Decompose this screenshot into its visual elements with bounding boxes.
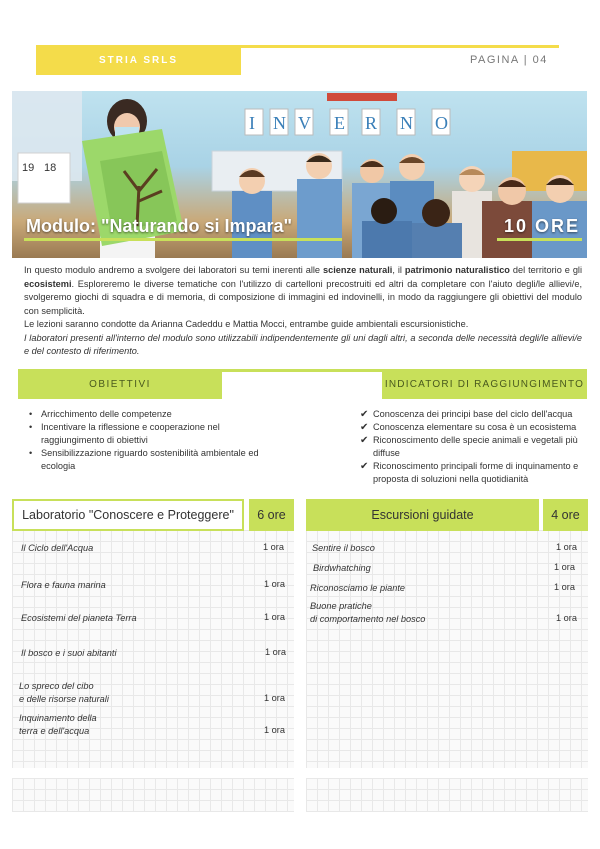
- lab-title: [12, 499, 244, 531]
- module-hours: 10 ORE: [504, 216, 581, 236]
- brand-box: [36, 45, 241, 75]
- row-hours: 1 ora: [265, 647, 286, 657]
- row-name-line: Inquinamento della: [19, 713, 97, 723]
- lab-grid-footer: [12, 778, 294, 812]
- objectives-header: [18, 369, 222, 399]
- calendar-number-1: 19: [22, 162, 35, 174]
- table-row: [19, 680, 109, 705]
- page-number: PAGINA | 04: [470, 54, 548, 66]
- objectives-title: OBIETTIVI: [89, 378, 151, 390]
- excursions-title: [306, 499, 539, 531]
- excursions-grid-footer: [306, 778, 588, 812]
- list-item: • Arricchimento delle competenze: [28, 408, 268, 421]
- table-row: Il bosco e i suoi abitanti: [21, 648, 117, 658]
- row-hours: 1 ora: [554, 582, 575, 592]
- row-name-line: Lo spreco del cibo: [19, 681, 94, 691]
- intro-paragraph-1: In questo modulo andremo a svolgere dei laboratori su temi inerenti alle scienze naturali, il patrimonio naturalistico del territorio e gli ecosistemi. Esploreremo le diverse tematiche con l'utilizzo di cartelloni precostruiti ed altri da completare con l'aiuto degli/le allievi/e, svolgeremo giochi di squadra e di memoria, di composizione di immagini ed indovinelli, in modo da raggiungere gli obiettivi del modulo con semplicità.: [24, 265, 583, 316]
- brand-name: STRIA SRLS: [98, 54, 179, 66]
- row-name-line: Buone pratiche: [310, 601, 372, 611]
- list-item: ✔ Conoscenza elementare su cosa è un ecosistema: [360, 422, 577, 433]
- calendar: [18, 153, 70, 203]
- check-icon: ✔: [360, 422, 369, 433]
- lab-hours: [249, 499, 294, 531]
- row-hours: 1 ora: [264, 579, 285, 589]
- objectives-divider: [222, 369, 382, 372]
- list-item: • Sensibilizzazione riguardo sostenibilità ambientale ed ecologia: [28, 447, 268, 473]
- module-title-underline: [24, 238, 342, 241]
- row-hours: 1 ora: [554, 562, 575, 572]
- row-name-line: e delle risorse naturali: [19, 693, 109, 704]
- indicators-title: INDICATORI DI RAGGIUNGIMENTO: [384, 378, 585, 390]
- wall-letter: R: [365, 113, 378, 133]
- excursions-hours-text: 4 ore: [551, 508, 580, 522]
- intro-text: [24, 264, 582, 359]
- table-row: Il Ciclo dell'Acqua: [21, 543, 94, 553]
- intro-paragraph-2: Le lezioni saranno condotte da Arianna Cadeddu e Mattia Mocci, entrambe guide ambientali escursionistiche.: [24, 319, 469, 329]
- table-row: Sentire il bosco: [312, 543, 375, 553]
- intro-paragraph-3: I laboratori presenti all'interno del modulo sono utilizzabili indipendentemente gli uni dagli altri, a seconda delle necessità degli/le allievi/e e del contesto di riferimento.: [24, 332, 582, 356]
- row-hours: 1 ora: [264, 612, 285, 622]
- wall-letter: I: [249, 113, 255, 133]
- wall-letter: V: [298, 113, 311, 133]
- list-item: • Incentivare la riflessione e cooperazione nel raggiungimento di obiettivi: [28, 421, 268, 447]
- row-name-line: terra e dell'acqua: [19, 725, 90, 736]
- wall-letter: O: [435, 113, 448, 133]
- module-title: Modulo: "Naturando si Impara": [26, 216, 293, 236]
- table-row: Riconosciamo le piante: [310, 583, 405, 593]
- calendar-number-2: 18: [44, 162, 57, 174]
- wall-letter: E: [334, 113, 345, 133]
- table-row: Flora e fauna marina: [21, 580, 106, 590]
- excursions-hours: [543, 499, 588, 531]
- check-icon: ✔: [360, 435, 369, 446]
- wall-letter: N: [273, 113, 286, 133]
- lab-hours-text: 6 ore: [257, 508, 286, 522]
- module-hours-underline: [497, 238, 582, 241]
- list-item: ✔ Riconoscimento delle specie animali e vegetali più diffuse: [360, 435, 578, 458]
- row-hours: 1 ora: [556, 613, 577, 623]
- row-name-line: di comportamento nel bosco: [310, 613, 426, 624]
- check-icon: ✔: [360, 461, 369, 472]
- row-hours: 1 ora: [556, 542, 577, 552]
- table-row: Birdwhatching: [313, 563, 371, 573]
- table-row: [19, 712, 97, 737]
- table-row: [310, 600, 425, 625]
- indicators-header: [382, 369, 587, 399]
- lab-title-text: Laboratorio "Conoscere e Proteggere": [22, 508, 234, 522]
- indicators-list: [360, 408, 592, 486]
- header-divider: [241, 45, 559, 48]
- excursions-title-text: Escursioni guidate: [371, 508, 474, 522]
- list-item: ✔ Conoscenza dei principi base del ciclo dell'acqua: [360, 409, 573, 420]
- row-hours: 1 ora: [264, 693, 285, 703]
- check-icon: ✔: [360, 409, 369, 420]
- objectives-list: [28, 408, 268, 473]
- wall-letter: N: [400, 113, 413, 133]
- row-hours: 1 ora: [264, 725, 285, 735]
- wall-letters: [245, 109, 450, 135]
- row-hours: 1 ora: [263, 542, 284, 552]
- table-row: Ecosistemi del pianeta Terra: [21, 613, 137, 623]
- list-item: ✔ Riconoscimento principali forme di inquinamento e proposta di soluzioni nella quotidianità: [360, 461, 579, 484]
